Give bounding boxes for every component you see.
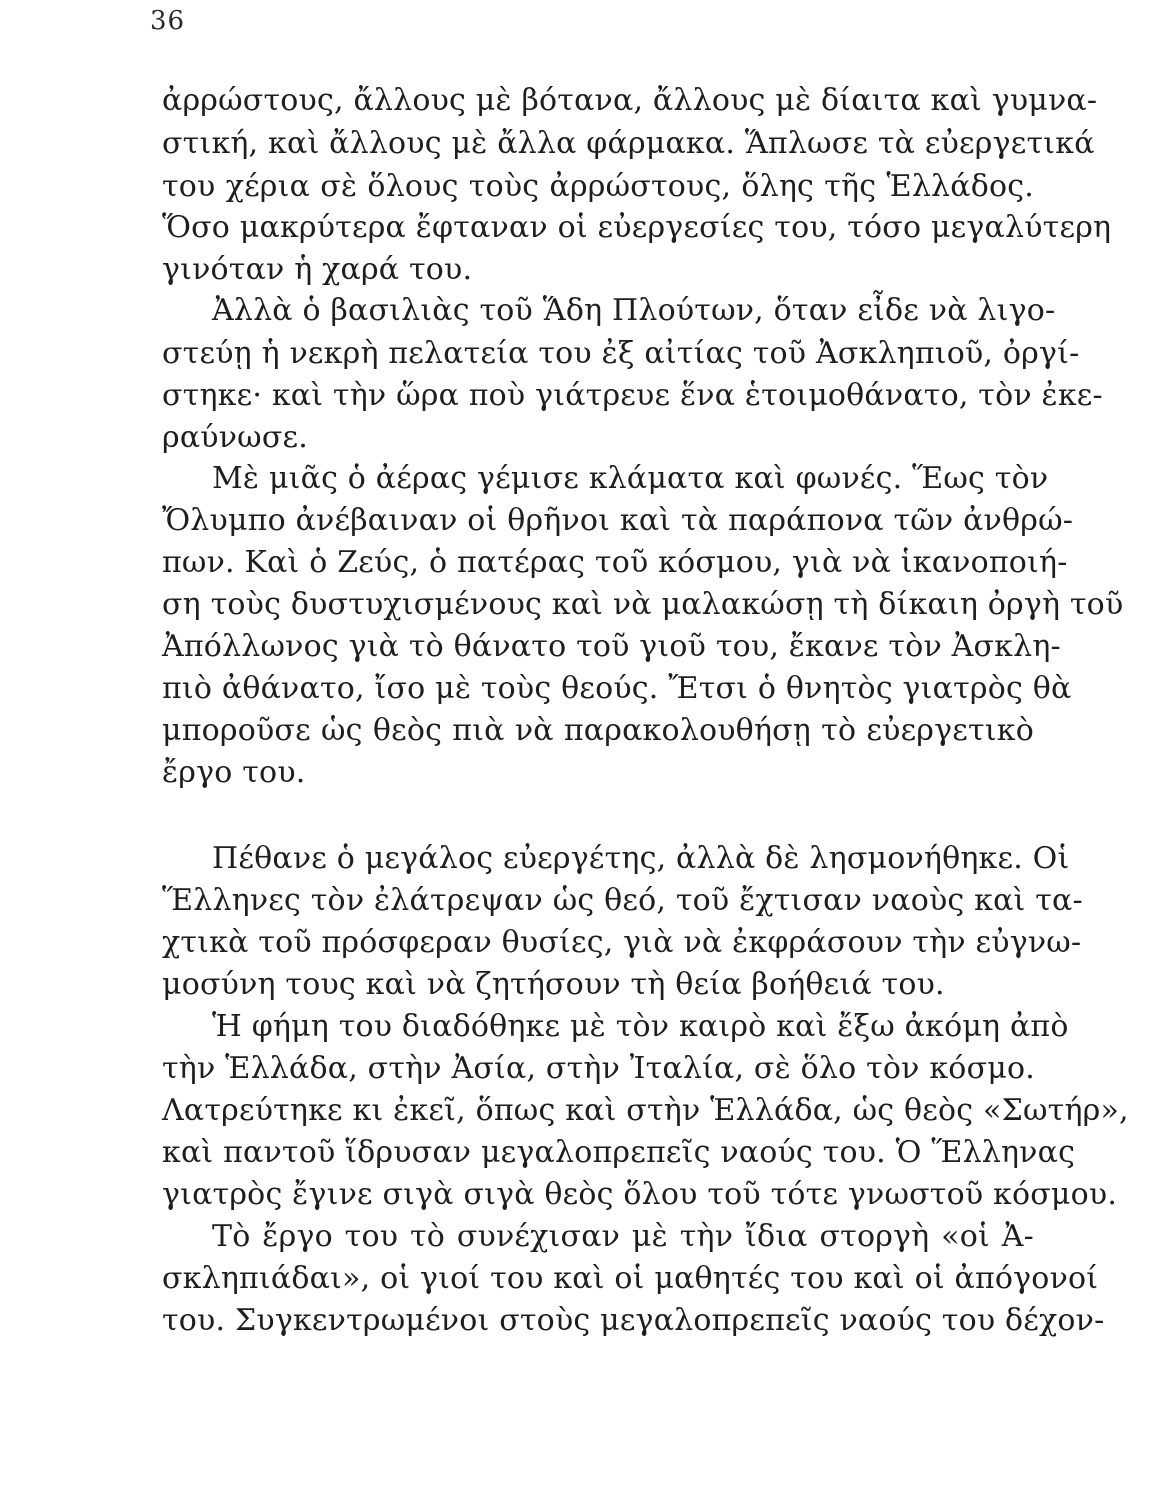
text-line: του χέρια σὲ ὅλους τοὺς ἀρρώστους, ὅλης τῆς Ἑλλάδος. <box>162 169 1034 204</box>
text-line: καὶ παντοῦ ἵδρυσαν μεγαλοπρεπεῖς ναούς του. Ὁ Ἕλληνας <box>162 1135 1076 1170</box>
text-line: Λατρεύτηκε κι ἐκεῖ, ὅπως καὶ στὴν Ἑλλάδα, ὡς θεὸς «Σωτήρ», <box>162 1093 1129 1128</box>
text-line: Ἀλλὰ ὁ βασιλιὰς τοῦ Ἅδη Πλούτων, ὅταν εἶδε νὰ λιγο- <box>212 293 1056 328</box>
text-line: Μὲ μιᾶς ὁ ἀέρας γέμισε κλάματα καὶ φωνές. Ἕως τὸν <box>212 461 1049 496</box>
text-line: στηκε· καὶ τὴν ὥρα ποὺ γιάτρευε ἕνα ἑτοιμοθάνατο, τὸν ἐκε- <box>162 378 1103 413</box>
text-line: Πέθανε ὁ μεγάλος εὐεργέτης, ἀλλὰ δὲ λησμονήθηκε. Οἱ <box>212 841 1070 876</box>
text-line: χτικὰ τοῦ πρόσφεραν θυσίες, γιὰ νὰ ἐκφράσουν τὴν εὐγνω- <box>162 925 1082 960</box>
text-line: Ἀπόλλωνος γιὰ τὸ θάνατο τοῦ γιοῦ του, ἔκανε τὸν Ἀσκλη- <box>162 629 1061 664</box>
text-line: Ὄλυμπο ἀνέβαιναν οἱ θρῆνοι καὶ τὰ παράπονα τῶν ἀνθρώ- <box>162 503 1074 538</box>
text-line: σκληπιάδαι», οἱ γιοί του καὶ οἱ μαθητές του καὶ οἱ ἀπόγονοί <box>162 1261 1099 1296</box>
text-line: στική, καὶ ἄλλους μὲ ἄλλα φάρμακα. Ἅπλωσε τὰ εὐεργετικά <box>162 126 1095 161</box>
text-line: μποροῦσε ὡς θεὸς πιὰ νὰ παρακολουθήσῃ τὸ εὐεργετικὸ <box>162 713 1034 748</box>
text-line: μοσύνη τους καὶ νὰ ζητήσουν τὴ θεία βοήθειά του. <box>162 967 945 1002</box>
text-line: πιὸ ἀθάνατο, ἴσο μὲ τοὺς θεούς. Ἔτσι ὁ θνητὸς γιατρὸς θὰ <box>162 671 1072 706</box>
text-line: Ὅσο μακρύτερα ἔφταναν οἱ εὐεργεσίες του, τόσο μεγαλύτερη <box>162 210 1112 245</box>
text-line: τὴν Ἑλλάδα, στὴν Ἀσία, στὴν Ἰταλία, σὲ ὅλο τὸν κόσμο. <box>162 1051 1035 1086</box>
text-line: πων. Καὶ ὁ Ζεύς, ὁ πατέρας τοῦ κόσμου, γιὰ νὰ ἱκανοποιή- <box>162 545 1068 580</box>
text-line: του. Συγκεντρωμένοι στοὺς μεγαλοπρεπεῖς ναούς του δέχον- <box>162 1303 1105 1338</box>
text-line: ραύνωσε. <box>162 420 308 455</box>
text-line: γινόταν ἡ χαρά του. <box>162 252 473 287</box>
text-line: Ἡ φήμη του διαδόθηκε μὲ τὸν καιρὸ καὶ ἔξω ἀκόμη ἀπὸ <box>212 1009 1069 1044</box>
text-line: Ἕλληνες τὸν ἐλάτρεψαν ὡς θεό, τοῦ ἔχτισαν ναοὺς καὶ τα- <box>162 883 1083 918</box>
text-line: ἀρρώστους, ἄλλους μὲ βότανα, ἄλλους μὲ δίαιτα καὶ γυμνα- <box>162 83 1098 118</box>
text-line: Τὸ ἔργο του τὸ συνέχισαν μὲ τὴν ἴδια στοργὴ «οἱ Ἀ- <box>212 1219 1034 1254</box>
text-line: γιατρὸς ἔγινε σιγὰ σιγὰ θεὸς ὅλου τοῦ τότε γνωστοῦ κόσμου. <box>162 1177 1118 1212</box>
page-number: 36 <box>150 6 186 36</box>
text-line: στεύῃ ἡ νεκρὴ πελατεία του ἐξ αἰτίας τοῦ Ἀσκληπιοῦ, ὀργί- <box>162 336 1080 371</box>
text-line: ἔργο του. <box>162 755 306 790</box>
text-line: ση τοὺς δυστυχισμένους καὶ νὰ μαλακώσῃ τὴ δίκαιη ὀργὴ τοῦ <box>162 587 1124 622</box>
